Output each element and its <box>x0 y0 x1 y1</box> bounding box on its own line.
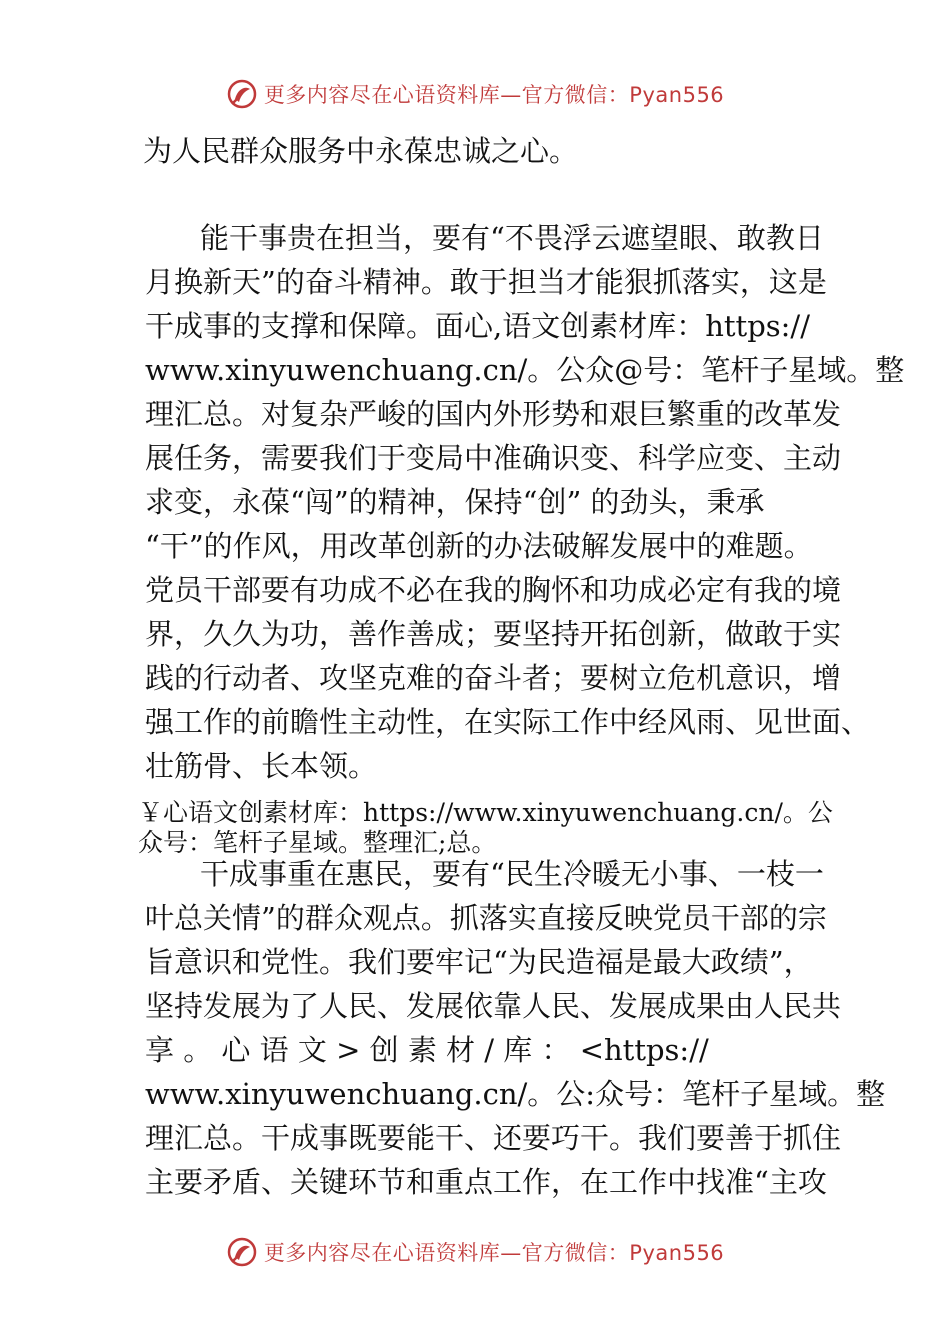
footer-banner <box>0 1230 950 1274</box>
text-line: 坚持发展为了人民、发展依靠人民、发展成果由人民共 <box>145 989 842 1023</box>
text-line: 强工作的前瞻性主动性，在实际工作中经风雨、见世面、 <box>145 705 871 739</box>
logo-icon <box>226 78 258 110</box>
text-line: 月换新天”的奋斗精神。敢于担当才能狠抓落实，这是 <box>145 265 827 299</box>
text-line: 展任务，需要我们于变局中准确识变、科学应变、主动 <box>145 441 842 475</box>
text-line: “干”的作风，用改革创新的办法破解发展中的难题。 <box>145 529 813 563</box>
text-line: www.xinyuwenchuang.cn/。公:众号：笔杆子星域。整 <box>145 1077 886 1111</box>
text-line: 界，久久为功，善作善成；要坚持开拓创新，做敢于实 <box>145 617 842 651</box>
text-line: 干成事的支撑和保障。面心,语文创素材库：https:// <box>145 309 810 343</box>
text-line: 为人民群众服务中永葆忠诚之心。 <box>143 134 579 168</box>
text-line: 壮筋骨、长本领。 <box>145 749 378 783</box>
text-line: 能干事贵在担当，要有“不畏浮云遮望眼、敢教日 <box>200 221 824 255</box>
header-banner-text: 更多内容尽在心语资料库—官方微信：Pyan556 <box>263 83 725 107</box>
text-line: 求变，永葆“闯”的精神，保持“创” 的劲头，秉承 <box>145 485 765 519</box>
logo-icon <box>226 1236 258 1268</box>
text-line: 旨意识和党性。我们要牢记“为民造福是最大政绩”， <box>145 945 813 979</box>
footer-banner-text: 更多内容尽在心语资料库—官方微信：Pyan556 <box>263 1241 725 1265</box>
text-line: 践的行动者、攻坚克难的奋斗者；要树立危机意识，增 <box>145 661 842 695</box>
text-line: 叶总关情”的群众观点。抓落实直接反映党员干部的宗 <box>145 901 827 935</box>
text-line: 理汇总。对复杂严峻的国内外形势和艰巨繁重的改革发 <box>145 397 842 431</box>
text-line: 党员干部要有功成不必在我的胸怀和功成必定有我的境 <box>145 573 842 607</box>
text-line: www.xinyuwenchuang.cn/。公众@号：笔杆子星域。整 <box>145 353 905 387</box>
text-line: 众号：笔杆子星域。整理汇;总。 <box>138 828 497 857</box>
text-line: 主要矛盾、关键环节和重点工作，在工作中找准“主攻 <box>145 1165 827 1199</box>
header-banner <box>0 72 950 116</box>
text-line: 理汇总。干成事既要能干、还要巧干。我们要善于抓住 <box>145 1121 842 1155</box>
text-line: 享 。 心 语 文 > 创 素 材 / 库 ： <https:// <box>145 1033 709 1067</box>
text-line: 干成事重在惠民，要有“民生冷暖无小事、一枝一 <box>200 857 824 891</box>
text-line: ￥心语文创素材库：https://www.xinyuwenchuang.cn/。公 <box>138 798 833 827</box>
